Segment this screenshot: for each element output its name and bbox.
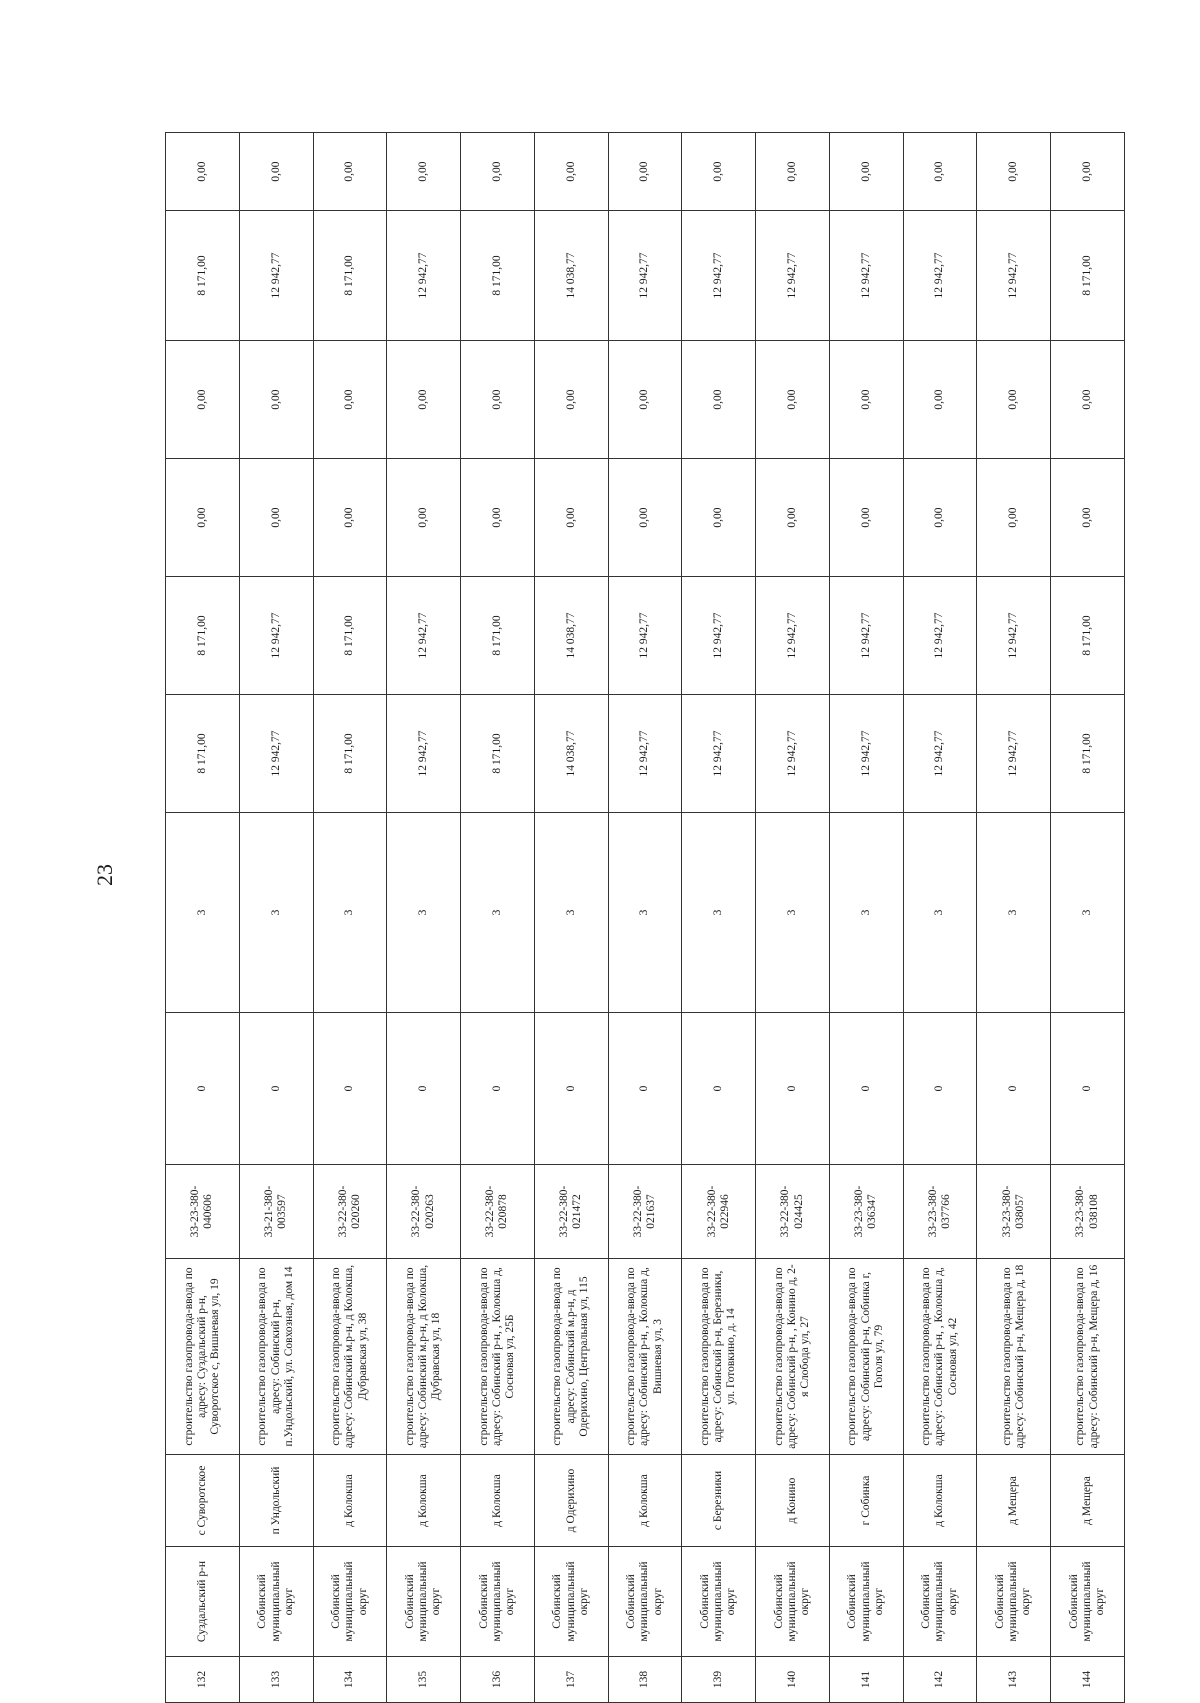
amount-col12-cell: 12 942,77: [756, 211, 830, 341]
work-description-cell: строительство газопровода-ввода по адресу: Собинский р-н, Мещера д, 18: [977, 1259, 1051, 1455]
row-number: 136: [461, 1657, 535, 1703]
amount-col11-cell: 0,00: [461, 341, 535, 459]
district-cell: Собинский муниципальный округ: [903, 1547, 977, 1657]
amount-col10-cell: 0,00: [313, 459, 387, 577]
code-cell: 33-23-380-036347: [829, 1165, 903, 1259]
code-cell: 33-21-380-003597: [239, 1165, 313, 1259]
table-rotator: [165, 133, 1125, 1703]
code-cell: 33-22-380-021472: [534, 1165, 608, 1259]
settlement-cell: д Колокша: [461, 1455, 535, 1547]
col6-cell: 0: [682, 1013, 756, 1165]
table-row: [608, 133, 682, 1703]
district-cell: Собинский муниципальный округ: [534, 1547, 608, 1657]
amount-col9-cell: 12 942,77: [387, 577, 461, 695]
amount-col10-cell: 0,00: [682, 459, 756, 577]
amount-col9-cell: 8 171,00: [313, 577, 387, 695]
amount-col11-cell: 0,00: [166, 341, 240, 459]
amount-col11-cell: 0,00: [829, 341, 903, 459]
code-cell: 33-22-380-020263: [387, 1165, 461, 1259]
amount-col10-cell: 0,00: [461, 459, 535, 577]
amount-col9-cell: 12 942,77: [682, 577, 756, 695]
table-row: [461, 133, 535, 1703]
district-cell: Собинский муниципальный округ: [608, 1547, 682, 1657]
code-cell: 33-22-380-022946: [682, 1165, 756, 1259]
amount-col10-cell: 0,00: [829, 459, 903, 577]
col6-cell: 0: [903, 1013, 977, 1165]
work-description-cell: строительство газопровода-ввода по адресу: Собинский р-н, п.Ундольский, ул. Совхозная, дом 14: [239, 1259, 313, 1455]
col6-cell: 0: [977, 1013, 1051, 1165]
work-description-cell: строительство газопровода-ввода по адресу: Собинский р-н, , Колокша д, Вишневая ул, 3: [608, 1259, 682, 1455]
amount-col11-cell: 0,00: [608, 341, 682, 459]
amount-col11-cell: 0,00: [239, 341, 313, 459]
amount-col13-cell: 0,00: [239, 133, 313, 211]
amount-col11-cell: 0,00: [682, 341, 756, 459]
table-row: [682, 133, 756, 1703]
work-description-cell: строительство газопровода-ввода по адресу: Собинский м.р-н, д Колокша, Дубравская ул, 38: [313, 1259, 387, 1455]
amount-col10-cell: 0,00: [1051, 459, 1125, 577]
amount-total-cell: 8 171,00: [461, 695, 535, 813]
amount-col9-cell: 12 942,77: [903, 577, 977, 695]
amount-col10-cell: 0,00: [756, 459, 830, 577]
district-cell: Собинский муниципальный округ: [1051, 1547, 1125, 1657]
col7-cell: 3: [903, 813, 977, 1013]
col6-cell: 0: [829, 1013, 903, 1165]
settlement-cell: п Ундольский: [239, 1455, 313, 1547]
amount-col11-cell: 0,00: [1051, 341, 1125, 459]
district-cell: Собинский муниципальный округ: [756, 1547, 830, 1657]
amount-col11-cell: 0,00: [756, 341, 830, 459]
amount-total-cell: 8 171,00: [1051, 695, 1125, 813]
amount-total-cell: 12 942,77: [903, 695, 977, 813]
table-row: [756, 133, 830, 1703]
amount-col10-cell: 0,00: [239, 459, 313, 577]
amount-total-cell: 12 942,77: [977, 695, 1051, 813]
amount-col12-cell: 12 942,77: [608, 211, 682, 341]
table-row: [313, 133, 387, 1703]
amount-col11-cell: 0,00: [313, 341, 387, 459]
col7-cell: 3: [682, 813, 756, 1013]
code-cell: 33-22-380-020878: [461, 1165, 535, 1259]
code-cell: 33-23-380-038108: [1051, 1165, 1125, 1259]
amount-col9-cell: 8 171,00: [461, 577, 535, 695]
amount-col12-cell: 12 942,77: [387, 211, 461, 341]
work-description-cell: строительство газопровода-ввода по адресу: Суздальский р-н, Суворотское с, Вишневая ул, 19: [166, 1259, 240, 1455]
code-cell: 33-23-380-037766: [903, 1165, 977, 1259]
col7-cell: 3: [387, 813, 461, 1013]
work-description-cell: строительство газопровода-ввода по адресу: Собинский р-н, , Колокша д, Сосновая ул, 25Б: [461, 1259, 535, 1455]
amount-col12-cell: 12 942,77: [682, 211, 756, 341]
amount-col10-cell: 0,00: [608, 459, 682, 577]
settlement-cell: д Колокша: [387, 1455, 461, 1547]
col6-cell: 0: [387, 1013, 461, 1165]
work-description-cell: строительство газопровода-ввода по адресу: Собинский р-н, Мещера д, 16: [1051, 1259, 1125, 1455]
row-number: 139: [682, 1657, 756, 1703]
work-description-cell: строительство газопровода-ввода по адресу: Собинский р-н, Березники, ул. Готовкино, д. 14: [682, 1259, 756, 1455]
page-number: 23: [92, 864, 117, 886]
district-cell: Собинский муниципальный округ: [313, 1547, 387, 1657]
amount-col11-cell: 0,00: [534, 341, 608, 459]
amount-col13-cell: 0,00: [682, 133, 756, 211]
amount-col13-cell: 0,00: [1051, 133, 1125, 211]
settlement-cell: с Березники: [682, 1455, 756, 1547]
district-cell: Собинский муниципальный округ: [829, 1547, 903, 1657]
amount-total-cell: 12 942,77: [608, 695, 682, 813]
row-number: 143: [977, 1657, 1051, 1703]
row-number: 140: [756, 1657, 830, 1703]
col6-cell: 0: [461, 1013, 535, 1165]
amount-total-cell: 12 942,77: [239, 695, 313, 813]
amount-col12-cell: 14 038,77: [534, 211, 608, 341]
col6-cell: 0: [608, 1013, 682, 1165]
amount-total-cell: 12 942,77: [756, 695, 830, 813]
work-description-cell: строительство газопровода-ввода по адресу: Собинский р-н, , Колокша д, Сосновая ул, 42: [903, 1259, 977, 1455]
settlement-cell: д Конино: [756, 1455, 830, 1547]
row-number: 135: [387, 1657, 461, 1703]
settlement-cell: д Одерихино: [534, 1455, 608, 1547]
amount-col13-cell: 0,00: [608, 133, 682, 211]
amount-col12-cell: 12 942,77: [977, 211, 1051, 341]
amount-total-cell: 12 942,77: [387, 695, 461, 813]
amount-col9-cell: 8 171,00: [166, 577, 240, 695]
amount-col9-cell: 8 171,00: [1051, 577, 1125, 695]
amount-col9-cell: 12 942,77: [977, 577, 1051, 695]
amount-col13-cell: 0,00: [829, 133, 903, 211]
col6-cell: 0: [313, 1013, 387, 1165]
col7-cell: 3: [313, 813, 387, 1013]
amount-col12-cell: 12 942,77: [239, 211, 313, 341]
data-table: [165, 132, 1125, 1703]
table-row: [387, 133, 461, 1703]
amount-total-cell: 8 171,00: [313, 695, 387, 813]
table-row: [977, 133, 1051, 1703]
row-number: 134: [313, 1657, 387, 1703]
rotated-table-container: [165, 133, 1125, 1703]
col6-cell: 0: [1051, 1013, 1125, 1165]
amount-col13-cell: 0,00: [461, 133, 535, 211]
work-description-cell: строительство газопровода-ввода по адресу: Собинский р-н, Собинка г, Гоголя ул, 79: [829, 1259, 903, 1455]
amount-col13-cell: 0,00: [903, 133, 977, 211]
code-cell: 33-23-380-038057: [977, 1165, 1051, 1259]
district-cell: Собинский муниципальный округ: [239, 1547, 313, 1657]
col7-cell: 3: [608, 813, 682, 1013]
amount-col12-cell: 8 171,00: [166, 211, 240, 341]
amount-col12-cell: 12 942,77: [903, 211, 977, 341]
amount-col12-cell: 12 942,77: [829, 211, 903, 341]
amount-col13-cell: 0,00: [313, 133, 387, 211]
settlement-cell: д Колокша: [608, 1455, 682, 1547]
col7-cell: 3: [1051, 813, 1125, 1013]
amount-col12-cell: 8 171,00: [461, 211, 535, 341]
amount-col12-cell: 8 171,00: [1051, 211, 1125, 341]
amount-col10-cell: 0,00: [534, 459, 608, 577]
amount-col9-cell: 12 942,77: [829, 577, 903, 695]
amount-col10-cell: 0,00: [166, 459, 240, 577]
col7-cell: 3: [461, 813, 535, 1013]
amount-col10-cell: 0,00: [903, 459, 977, 577]
amount-total-cell: 12 942,77: [682, 695, 756, 813]
code-cell: 33-22-380-020260: [313, 1165, 387, 1259]
col7-cell: 3: [534, 813, 608, 1013]
amount-col9-cell: 14 038,77: [534, 577, 608, 695]
settlement-cell: д Колокша: [903, 1455, 977, 1547]
code-cell: 33-23-380-040606: [166, 1165, 240, 1259]
amount-col13-cell: 0,00: [387, 133, 461, 211]
table-row: [829, 133, 903, 1703]
amount-col11-cell: 0,00: [903, 341, 977, 459]
district-cell: Собинский муниципальный округ: [461, 1547, 535, 1657]
settlement-cell: г Собинка: [829, 1455, 903, 1547]
table-row: [166, 133, 240, 1703]
amount-total-cell: 14 038,77: [534, 695, 608, 813]
amount-col9-cell: 12 942,77: [608, 577, 682, 695]
row-number: 132: [166, 1657, 240, 1703]
settlement-cell: д Мещера: [1051, 1455, 1125, 1547]
amount-total-cell: 8 171,00: [166, 695, 240, 813]
amount-col11-cell: 0,00: [387, 341, 461, 459]
amount-col13-cell: 0,00: [977, 133, 1051, 211]
settlement-cell: д Мещера: [977, 1455, 1051, 1547]
amount-col13-cell: 0,00: [534, 133, 608, 211]
table-body: [166, 133, 1125, 1703]
settlement-cell: д Колокша: [313, 1455, 387, 1547]
work-description-cell: строительство газопровода-ввода по адресу: Собинский м.р-н, д Колокша, Дубравская ул, 18: [387, 1259, 461, 1455]
settlement-cell: с Суворотское: [166, 1455, 240, 1547]
table-row: [239, 133, 313, 1703]
work-description-cell: строительство газопровода-ввода по адресу: Собинский м.р-н, д Одерихино, Центральная ул, 115: [534, 1259, 608, 1455]
col7-cell: 3: [239, 813, 313, 1013]
col6-cell: 0: [756, 1013, 830, 1165]
col7-cell: 3: [977, 813, 1051, 1013]
amount-col10-cell: 0,00: [977, 459, 1051, 577]
row-number: 144: [1051, 1657, 1125, 1703]
amount-col12-cell: 8 171,00: [313, 211, 387, 341]
col6-cell: 0: [166, 1013, 240, 1165]
col7-cell: 3: [166, 813, 240, 1013]
amount-col13-cell: 0,00: [756, 133, 830, 211]
district-cell: Суздальский р-н: [166, 1547, 240, 1657]
table-row: [1051, 133, 1125, 1703]
amount-col13-cell: 0,00: [166, 133, 240, 211]
table-row: [903, 133, 977, 1703]
row-number: 137: [534, 1657, 608, 1703]
row-number: 133: [239, 1657, 313, 1703]
col6-cell: 0: [534, 1013, 608, 1165]
district-cell: Собинский муниципальный округ: [387, 1547, 461, 1657]
work-description-cell: строительство газопровода-ввода по адресу: Собинский р-н, , Конино д, 2-я Слобода ул, 27: [756, 1259, 830, 1455]
amount-col10-cell: 0,00: [387, 459, 461, 577]
col7-cell: 3: [756, 813, 830, 1013]
amount-col9-cell: 12 942,77: [756, 577, 830, 695]
amount-col11-cell: 0,00: [977, 341, 1051, 459]
table-row: [534, 133, 608, 1703]
col6-cell: 0: [239, 1013, 313, 1165]
row-number: 142: [903, 1657, 977, 1703]
code-cell: 33-22-380-021637: [608, 1165, 682, 1259]
district-cell: Собинский муниципальный округ: [682, 1547, 756, 1657]
amount-total-cell: 12 942,77: [829, 695, 903, 813]
district-cell: Собинский муниципальный округ: [977, 1547, 1051, 1657]
amount-col9-cell: 12 942,77: [239, 577, 313, 695]
col7-cell: 3: [829, 813, 903, 1013]
row-number: 138: [608, 1657, 682, 1703]
code-cell: 33-22-380-024425: [756, 1165, 830, 1259]
row-number: 141: [829, 1657, 903, 1703]
